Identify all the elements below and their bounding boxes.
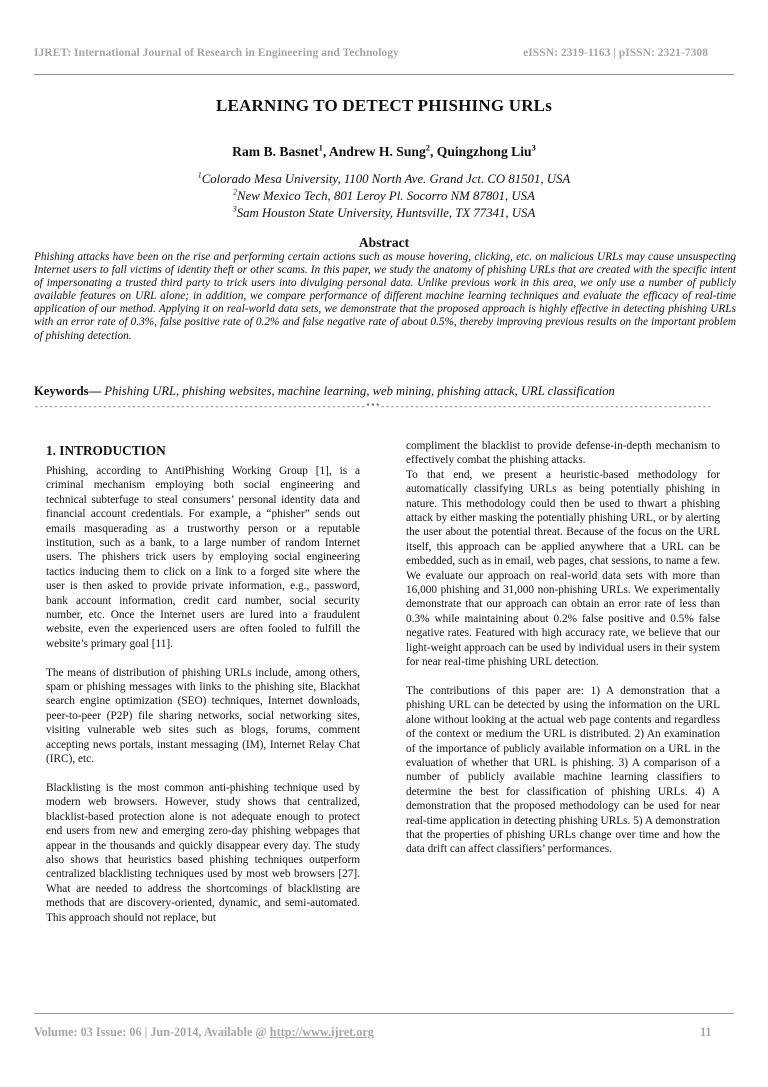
footer-volume-text: Volume: 03 Issue: 06 | Jun-2014, Available @ xyxy=(34,1025,270,1039)
section-separator: --------------------------------------------------------------------***-------------------------------------------------------------------- xyxy=(34,402,712,412)
affiliation-sup: 2 xyxy=(233,187,238,197)
left-column xyxy=(46,464,360,925)
issn-header: eISSN: 2319-1163 | pISSN: 2321-7308 xyxy=(523,46,708,59)
affiliation-text: Sam Houston State University, Huntsville, TX 77341, USA xyxy=(236,206,536,220)
journal-link[interactable]: http://www.ijret.org xyxy=(269,1025,374,1039)
section-heading: 1. INTRODUCTION xyxy=(46,443,166,458)
author-separator: , xyxy=(429,144,437,159)
paragraph: compliment the blacklist to provide defense-in-depth mechanism to effectively combat the phishing attacks. xyxy=(406,440,720,467)
affiliation-text: Colorado Mesa University, 1100 North Ave. Grand Jct. CO 81501, USA xyxy=(201,172,571,186)
abstract-text: Phishing attacks have been on the rise and performing certain actions such as mouse hovering, clicking, etc. on malicious URLs may cause unsuspecting Internet users to fall victims of identity theft or other scams. In this paper, we study the anatomy of phishing URLs that are created with the specific intent of impersonating a trusted third party to trick users into divulging personal data. Unlike previous work in this area, we only use a number of publicly available features on URL alone; in addition, we compare performance of different machine learning techniques and evaluate the efficacy of real-time application of our method. Applying it on real-world data sets, we demonstrate that the proposed approach is highly effective in detecting phishing URLs with an error rate of 0.3%, false positive rate of 0.2% and false negative rate of about 0.5%, thereby improving previous results on the important problem of phishing detection. xyxy=(34,251,736,342)
header-rule xyxy=(34,74,734,75)
author-sup: 2 xyxy=(425,142,430,153)
affiliation xyxy=(0,203,768,223)
paragraph: To that end, we present a heuristic-based methodology for automatically classifying URLs as being potentially phishing in nature. This methodology could then be used to thwart a phishing attack by either masking the potentially phishing URL, or by alerting the user about the potential threat. Because of the focus on the URL itself, this approach can be applied anywhere that a URL can be embedded, such as in email, web pages, chat sessions, to name a few. We evaluate our approach on real-world data sets with more than 16,000 phishing and 31,000 non-phishing URLs. We experimentally demonstrate that our approach can obtain an error rate of less than 0.3% while maintaining about 0.2% false positive and 0.5% false negative rates. Featured with high accuracy rate, we believe that our light-weight approach can be used by individual users in their system for near real-time phishing URL detection. xyxy=(406,468,720,669)
journal-header: IJRET: International Journal of Research in Engineering and Technology xyxy=(34,46,399,59)
keywords xyxy=(34,384,736,399)
author-list xyxy=(0,144,768,160)
author-name: Quingzhong Liu xyxy=(436,144,532,159)
paragraph: Phishing, according to AntiPhishing Working Group [1], is a criminal mechanism employing both social engineering and technical subterfuge to steal consumers’ personal identity data and financial account credentials. For example, a “phisher” sends out emails masquerading as a trustworthy person or a reputable institution, such as a bank, to a large number of random Internet users. The phishers trick users by employing social engineering tactics inducing them to click on a link to a forged site where the user is then asked to provide private information, e.g., password, bank account information, credit card number, social security number, etc. Once the Internet users are lured into a fraudulent website, even the experienced users are often fooled to fulfill the website’s primary goal [11]. xyxy=(46,465,360,650)
author-sup: 3 xyxy=(531,142,536,153)
footer-volume xyxy=(34,1025,374,1040)
page-number: 11 xyxy=(700,1025,712,1039)
paragraph: The means of distribution of phishing URLs include, among others, spam or phishing messages with links to the phishing site, Blackhat search engine optimization (SEO) techniques, Internet downloads, peer-to-peer (P2P) file sharing networks, social networking sites, visiting vulnerable web sites such as blogs, forums, comment accepting news portals, instant messaging (IM), Internet Relay Chat (IRC), etc. xyxy=(46,666,360,766)
abstract-heading: Abstract xyxy=(358,235,410,250)
affiliation-sup: 3 xyxy=(232,204,237,214)
paragraph: The contributions of this paper are: 1) A demonstration that a phishing URL can be detected by using the information on the URL alone without looking at the actual web page contents and regardless of the context or medium the URL is distributed. 2) An examination of the importance of publicly available information on a URL in the evaluation of whether that URL is phishing. 3) A comparison of a number of publicly available machine learning classifiers to determine the best for classification of phishing URLs. 4) A demonstration that the proposed methodology can be used for near real-time application in detecting phishing URLs. 5) A demonstration that the properties of phishing URLs change over time and how the data drift can affect classifiers’ performances. xyxy=(406,684,720,856)
author-name: Andrew H. Sung xyxy=(328,144,426,159)
affiliation-text: New Mexico Tech, 801 Leroy Pl. Socorro NM 87801, USA xyxy=(237,189,535,203)
paper-title: LEARNING TO DETECT PHISHING URLs xyxy=(215,96,553,115)
keywords-text: Phishing URL, phishing websites, machine learning, web mining, phishing attack, URL classification xyxy=(101,384,615,398)
affiliation-sup: 1 xyxy=(197,170,202,180)
author-sup: 1 xyxy=(318,142,323,153)
footer-rule xyxy=(34,1013,734,1014)
keywords-label: Keywords— xyxy=(34,384,102,398)
author-name: Ram B. Basnet xyxy=(232,144,319,159)
paragraph: Blacklisting is the most common anti-phishing technique used by modern web browsers. However, study shows that centralized, blacklist-based protection alone is not adequate enough to protect end users from new and emerging zero-day phishing webpages that appear in the thousands and quickly disappear every day. The study also shows that heuristics based phishing techniques outperform centralized blacklisting techniques used by most web browsers [27]. What are needed to address the shortcomings of blacklisting are methods that are discovery-oriented, dynamic, and semi-automated. This approach should not replace, but xyxy=(46,781,360,924)
right-column xyxy=(406,439,720,857)
author-separator: , xyxy=(322,144,329,159)
